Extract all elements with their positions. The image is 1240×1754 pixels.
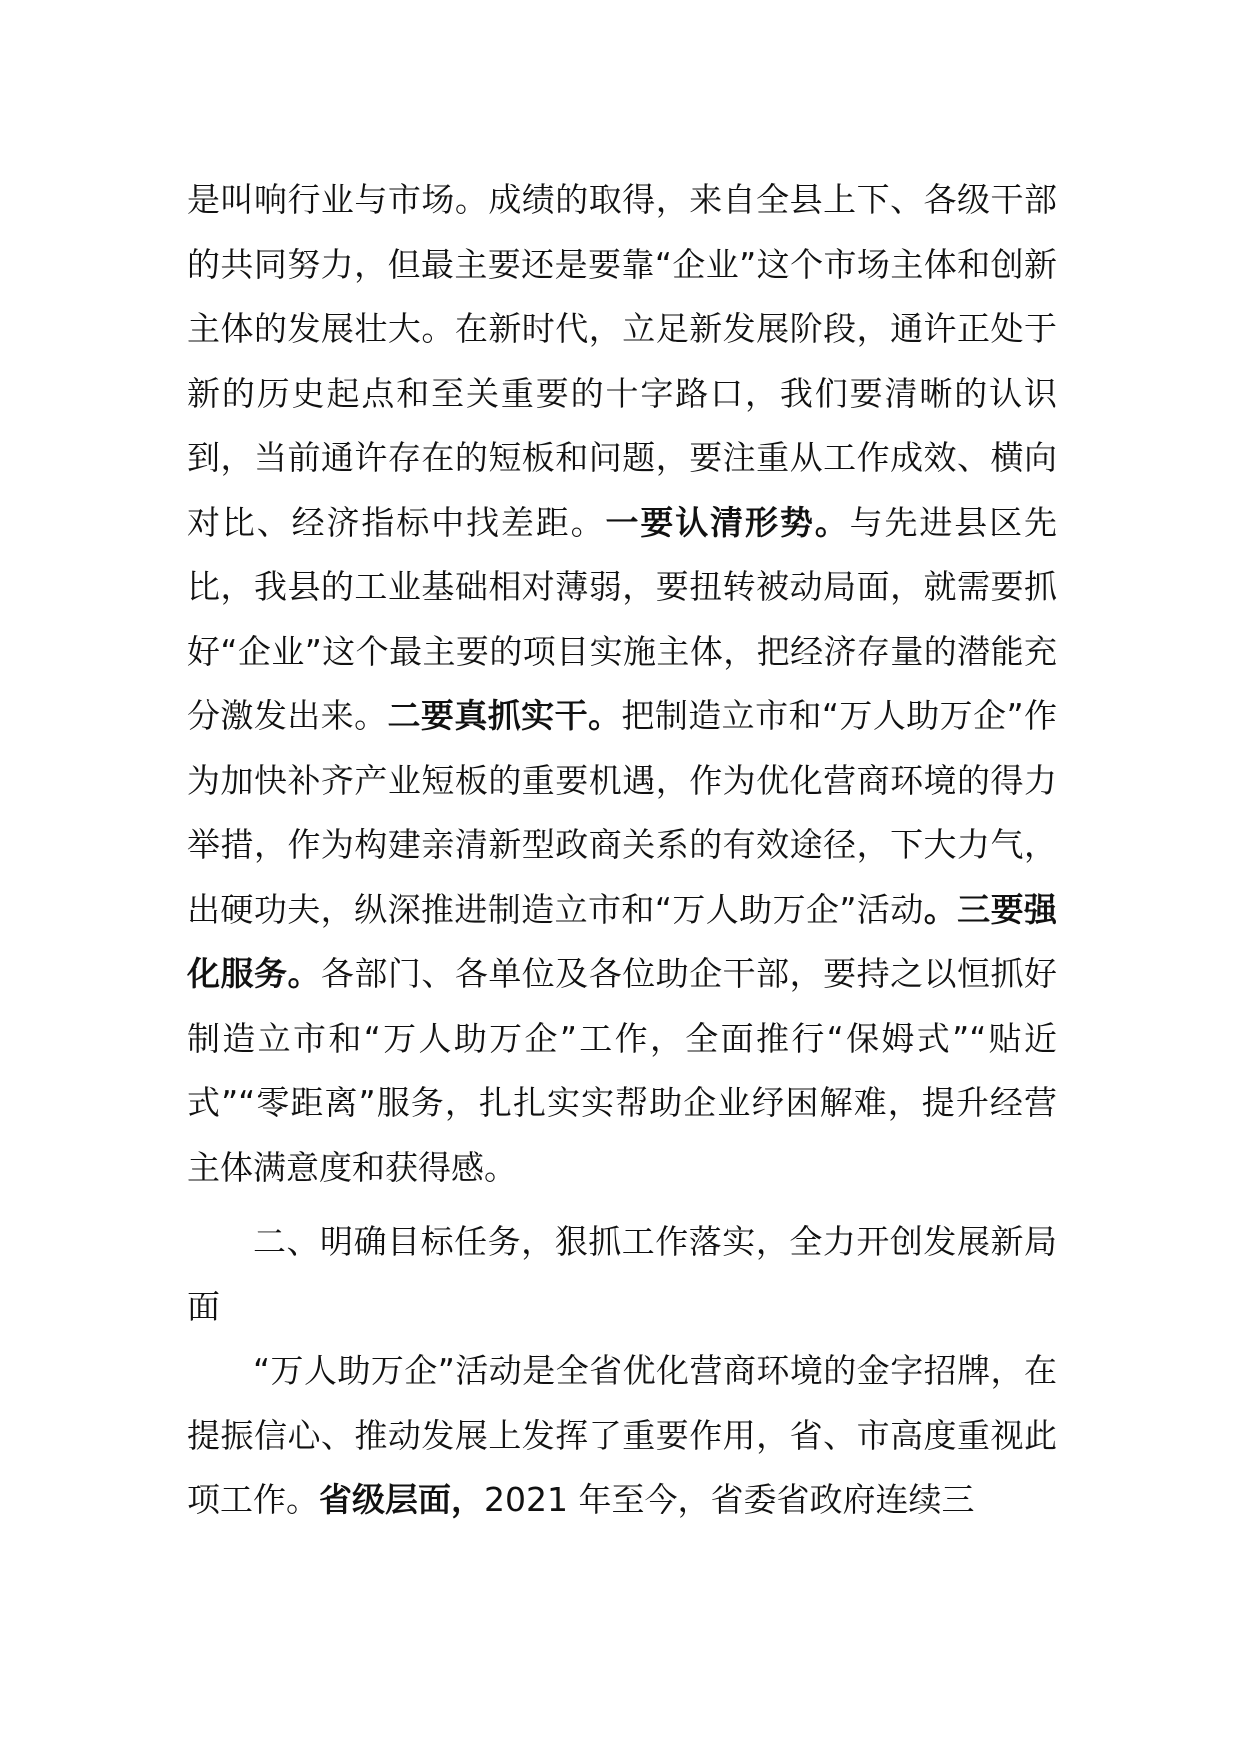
paragraph-text: 各部门、各单位及各位助企干部，要持之以恒抓好制造立市和“万人助万企”工作，全面推行“保姆式”“贴近式”“零距离”服务，扎扎实实帮助企业纾困解难，提升经营主体满意度和获得感。: [187, 954, 1058, 1187]
paragraph-campaign: [187, 1339, 1057, 1533]
paragraph-text: 2021 年至今，省委省政府连续三: [484, 1480, 975, 1519]
bold-point-1: 一要认清形势。: [605, 502, 850, 542]
section-heading-2: 二、明确目标任务，狠抓工作落实，全力开创发展新局面: [187, 1222, 1057, 1326]
document-body: [187, 168, 1057, 1533]
bold-provincial-level: 省级层面，: [319, 1480, 484, 1519]
bold-point-3: 。三要强化服务。: [187, 889, 1057, 993]
paragraph-text: 把制造立市和“万人助万企”作为加快补齐产业短板的重要机遇，作为优化营商环境的得力举措，作为构建亲清新型政商关系的有效途径，下大力气，出硬功夫，纵深推进制造立市和“万人助万企”活动: [187, 696, 1058, 929]
bold-point-2: 二要真抓实干。: [387, 696, 622, 735]
paragraph-text: “万人助万企”活动是全省优化营商环境的金字招牌，在提振信心、推动发展上发挥了重要作用，省、市高度重视此项工作。: [187, 1351, 1057, 1519]
paragraph-text: 是叫响行业与市场。成绩的取得，来自全县上下、各级干部的共同努力，但最主要还是要靠“企业”这个市场主体和创新主体的发展壮大。在新时代，立足新发展阶段，通许正处于新的历史起点和至关重要的十字路口，我们要清晰的认识到，当前通许存在的短板和问题，要注重从工作成效、横向对比、经济指标中找差距。: [187, 180, 1057, 542]
paragraph-text: 与先进县区先比，我县的工业基础相对薄弱，要扭转被动局面，就需要抓好“企业”这个最主要的项目实施主体，把经济存量的潜能充分激发出来。: [187, 502, 1057, 735]
paragraph-situation: [187, 168, 1057, 1200]
